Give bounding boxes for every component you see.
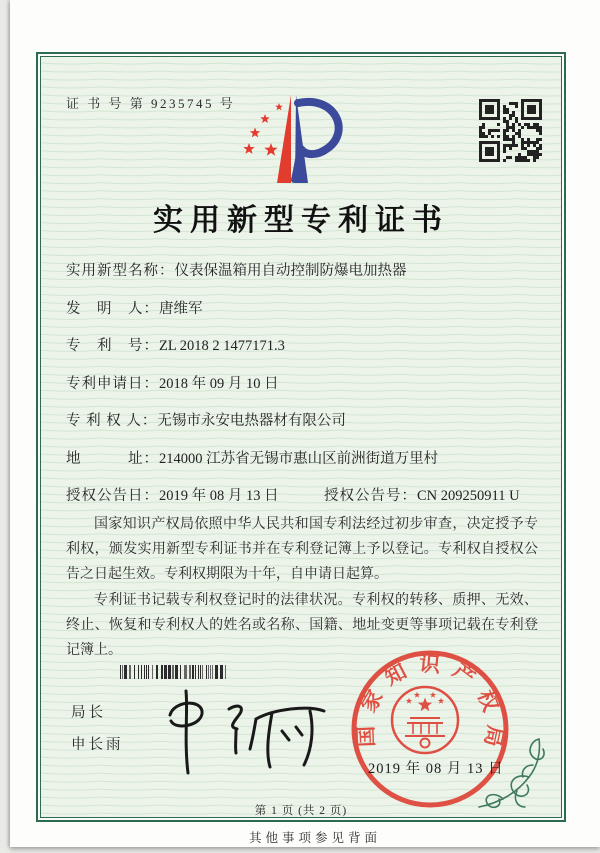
logo-p-bowl xyxy=(298,102,339,154)
field-row-grant xyxy=(66,478,546,516)
officer-block xyxy=(71,697,124,761)
field-value: 唐维军 xyxy=(159,300,203,317)
legal-text xyxy=(66,512,538,663)
field-label: 专 利 权 人： xyxy=(66,413,158,429)
field-label: 地 址： xyxy=(66,450,159,467)
field-value: 214000 江苏省无锡市惠山区前洲街道万里村 xyxy=(159,450,439,467)
field-label: 专利申请日： xyxy=(66,375,159,392)
field-label: 专 利 号： xyxy=(66,338,159,354)
grant-no-label: 授权公告号： xyxy=(324,488,417,504)
certificate-page xyxy=(10,0,600,847)
grant-no-group xyxy=(324,478,520,516)
field-value: 2018 年 09 月 10 日 xyxy=(159,375,279,392)
certificate-body xyxy=(40,56,562,818)
certificate-number: 证 书 号 第 9235745 号 xyxy=(66,96,236,111)
certificate-border-frame xyxy=(36,52,566,822)
field-list xyxy=(66,253,546,516)
field-row-name xyxy=(66,253,546,291)
field-label: 发 明 人： xyxy=(66,300,159,317)
logo-stars-icon xyxy=(243,103,282,156)
field-value: 仪表保温箱用自动控制防爆电加热器 xyxy=(174,263,407,279)
field-label: 实用新型名称： xyxy=(66,263,175,279)
cnipa-logo xyxy=(227,87,377,187)
back-note: 其他事项参见背面 xyxy=(248,831,381,845)
certificate-title: 实用新型专利证书 xyxy=(153,204,449,237)
legal-paragraph-1: 国家知识产权局依照中华人民共和国专利法经过初步审查，决定授予专利权，颁发实用新型专利证书并在专利登记簿上予以登记。专利权自授权公告之日起生效。专利权期限为十年，自申请日起算。 xyxy=(66,517,538,583)
grant-date-value: 2019 年 08 月 13 日 xyxy=(159,488,279,504)
field-row-patent-no xyxy=(66,328,546,366)
officer-title: 局长 xyxy=(71,705,106,721)
field-row-patentee xyxy=(66,403,546,441)
field-row-filing-date xyxy=(66,366,546,404)
legal-paragraph-2: 专利证书记载专利权登记时的法律状况。专利权的转移、质押、无效、终止、恢复和专利权人的姓名或名称、国籍、地址变更等事项记载在专利登记簿上。 xyxy=(66,592,538,659)
page-number: 第 1 页 (共 2 页) xyxy=(254,805,348,817)
grant-date-label: 授权公告日： xyxy=(66,488,159,504)
field-value: ZL 2018 2 1477171.3 xyxy=(159,338,285,354)
officer-name: 申长雨 xyxy=(71,737,124,753)
field-value: 无锡市永安电热器材有限公司 xyxy=(157,413,346,429)
corner-ornament xyxy=(473,729,557,813)
national-emblem-icon xyxy=(392,687,458,753)
seal-date: 2019 年 08 月 13 日 xyxy=(368,761,504,777)
signature-shen-changyu xyxy=(152,677,347,785)
grant-no-value: CN 209250911 U xyxy=(417,488,520,504)
field-row-address xyxy=(66,441,546,479)
seal-arc-text: 国家知识产权局 xyxy=(353,651,508,760)
qr-code xyxy=(479,99,542,162)
field-row-inventor xyxy=(66,291,546,329)
